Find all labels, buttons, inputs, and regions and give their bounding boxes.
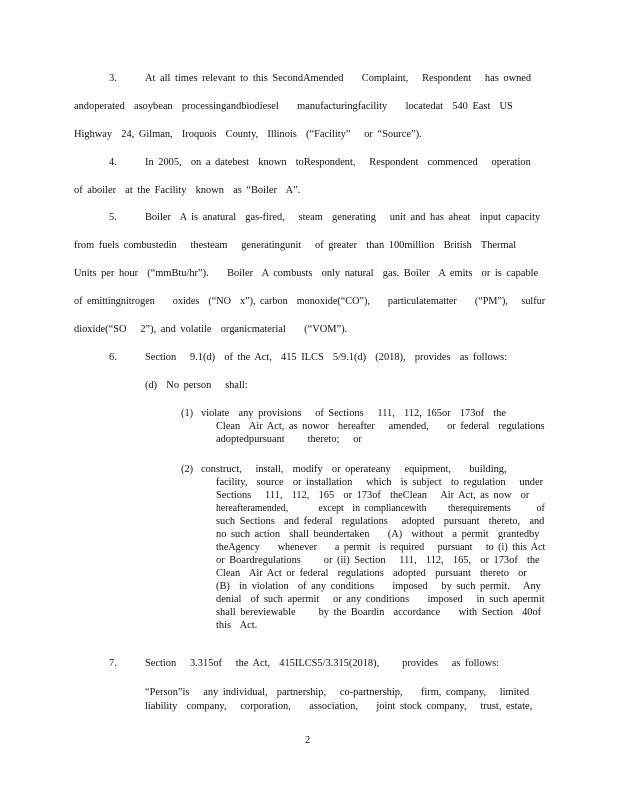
paragraph-number: 4. [109, 157, 117, 168]
quote-line: liability company, corporation, association, joint stock company, trust, estate, [145, 701, 533, 712]
paragraph-line: Boiler A is anatural gas-fired, steam generating unit and has aheat input capacity [145, 212, 541, 223]
list-item-line: facility, source or installation which is subject to regulation under [216, 477, 544, 488]
list-item-line: adoptedpursuant thereto; or [216, 434, 362, 445]
list-item-label: (1) [181, 408, 194, 419]
list-item-line: violate any provisions of Sections 111, 112, 165or 173of the [201, 408, 506, 419]
list-item-line: no such action shall beundertaken (A) without a permit grantedby [216, 529, 540, 540]
list-item-line: Clean Air Act, as nowor hereafter amended, or federal regulations [216, 421, 545, 432]
paragraph-number: 7. [109, 658, 117, 669]
list-item-line: denial of such apermit or any conditions imposed in such apermit [216, 594, 545, 605]
paragraph-line: of emittingnitrogen oxides (“NO x”), carbon monoxide(“CO”), particulatematter (“PM”), sulfur [74, 296, 546, 307]
list-item-line: hereafteramended, except in compliancewith therequirements of [216, 503, 545, 514]
paragraph-line: andoperated asoybean processingandbiodiesel manufacturingfacility locatedat 540 East US [74, 101, 513, 112]
paragraph-line: Section 3.315of the Act, 415ILCS5/3.315(2018), provides as follows: [145, 658, 500, 669]
list-item-line: this Act. [216, 620, 258, 631]
list-item-line: Clean Air Act or federal regulations adopted pursuant thereto or [216, 568, 527, 579]
list-item-label: (2) [181, 464, 194, 475]
paragraph-number: 6. [109, 352, 117, 363]
paragraph-line: of aboiler at the Facility known as “Boiler A”. [74, 185, 301, 196]
list-item-line: such Sections and federal regulations adopted pursuant thereto, and [216, 516, 545, 527]
paragraph-number: 3. [109, 73, 117, 84]
list-item-line: or Boardregulations or (ii) Section 111, 112, 165, or 173of the [216, 555, 540, 566]
paragraph-line: dioxide(“SO 2”), and volatile organicmaterial (“VOM”). [74, 324, 348, 335]
paragraph-line: Section 9.1(d) of the Act, 415 ILCS 5/9.1(d) (2018), provides as follows: [145, 352, 508, 363]
list-item-line: shall bereviewable by the Boardin accordance with Section 40of [216, 607, 542, 618]
paragraph-line: Highway 24, Gilman, Iroquois County, Illinois (“Facility” or “Source”). [74, 129, 422, 140]
list-item-line: construct, install, modify or operateany equipment, building, [201, 464, 507, 475]
paragraph-line: In 2005, on a datebest known toRespondent, Respondent commenced operation [145, 157, 531, 168]
list-item-line: theAgency whenever a permit is required pursuant to (i) this Act [216, 542, 546, 553]
paragraph-line: from fuels combustedin thesteam generatingunit of greater than 100million British Thermal [74, 240, 517, 251]
quote-line: “Person”is any individual, partnership, co-partnership, firm, company, limited [145, 687, 530, 698]
list-item-line: (B) in violation of any conditions imposed by such permit. Any [216, 581, 541, 592]
paragraph-number: 5. [109, 212, 117, 223]
paragraph-line: At all times relevant to this SecondAmended Complaint, Respondent has owned [145, 73, 532, 84]
page-number: 2 [305, 735, 311, 746]
subsection-heading: (d) No person shall: [145, 380, 248, 391]
paragraph-line: Units per hour (“mmBtu/hr”). Boiler A combusts only natural gas. Boiler A emits or is capable [74, 268, 539, 279]
list-item-line: Sections 111, 112, 165 or 173of theClean Air Act, as now or [216, 490, 530, 501]
